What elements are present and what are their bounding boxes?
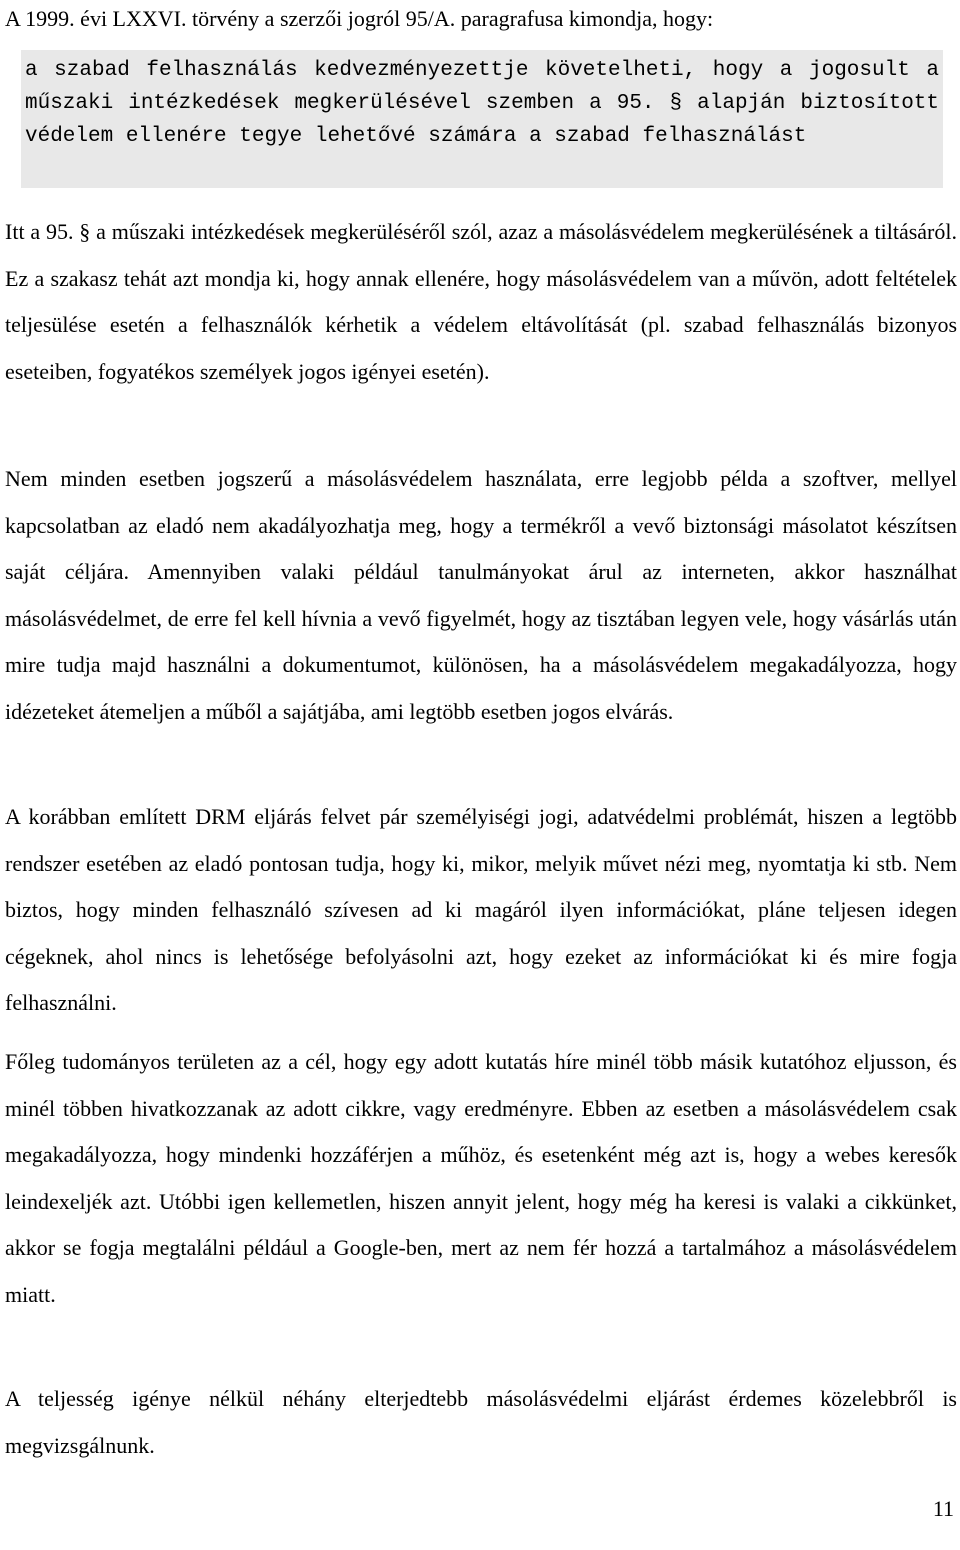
paragraph: Itt a 95. § a műszaki intézkedések megkerüléséről szól, azaz a másolásvédelem megkerülésének a tiltásáról. Ez a szakasz tehát azt mondja ki, hogy annak ellenére, hogy másolásvédelem van a művön, adott feltételek teljesülése esetén a felhasználók kérhetik a védelem eltávolítását (pl. szabad felhasználás bizonyos eseteiben, fogyatékos személyek jogos igényei esetén). bbox=[5, 219, 957, 384]
paragraph: A korábban említett DRM eljárás felvet pár személyiségi jogi, adatvédelmi problémát, hiszen a legtöbb rendszer esetében az eladó pontosan tudja, hogy ki, mikor, melyik művet nézi meg, nyomtatja ki stb. Nem biztos, hogy minden felhasználó szívesen ad ki magáról ilyen információkat, pláne teljesen idegen cégeknek, ahol nincs is lehetősége befolyásolni azt, hogy ezeket az információkat ki és mire fogja felhasználni. bbox=[5, 804, 957, 1015]
intro-sentence: A 1999. évi LXXVI. törvény a szerzői jogról 95/A. paragrafusa kimondja, hogy: bbox=[5, 6, 714, 31]
paragraph: Főleg tudományos területen az a cél, hogy egy adott kutatás híre minél több másik kutatóhoz eljusson, és minél többen hivatkozzanak az adott cikkre, vagy eredményre. Ebben az esetben a másolásvédelem csak megakadályozza, hogy mindenki hozzáférjen a műhöz, és esetenként még azt is, hogy a webes keresők leindexeljék azt. Utóbbi igen kellemetlen, hiszen annyit jelent, hogy még ha keresi is valaki a cikkünket, akkor se fogja megtalálni például a Google-ben, mert az nem fér hozzá a tartalmához a másolásvédelem miatt. bbox=[5, 1049, 957, 1307]
law-quote-box bbox=[21, 50, 943, 188]
page-number: 11 bbox=[932, 1496, 954, 1521]
paragraph: Nem minden esetben jogszerű a másolásvédelem használata, erre legjobb példa a szoftver, mellyel kapcsolatban az eladó nem akadályozhatja meg, hogy a termékről a vevő biztonsági másolatot készítsen saját céljára. Amennyiben valaki például tanulmányokat árul az interneten, akkor használhat másolásvédelmet, de erre fel kell hívnia a vevő figyelmét, hogy az tisztában legyen vele, hogy vásárlás után mire tudja majd használni a dokumentumot, különösen, ha a másolásvédelem megakadályozza, hogy idézeteket átemeljen a műből a sajátjába, ami legtöbb esetben jogos elvárás. bbox=[5, 466, 957, 724]
paragraph: A teljesség igénye nélkül néhány elterjedtebb másolásvédelmi eljárást érdemes közelebbről is megvizsgálnunk. bbox=[5, 1386, 957, 1458]
law-quote-text: a szabad felhasználás kedvezményezettje követelheti, hogy a jogosult a műszaki intézkedések megkerülésével szemben a 95. § alapján biztosított védelem ellenére tegye lehetővé számára a szabad felhasználást bbox=[25, 59, 939, 148]
